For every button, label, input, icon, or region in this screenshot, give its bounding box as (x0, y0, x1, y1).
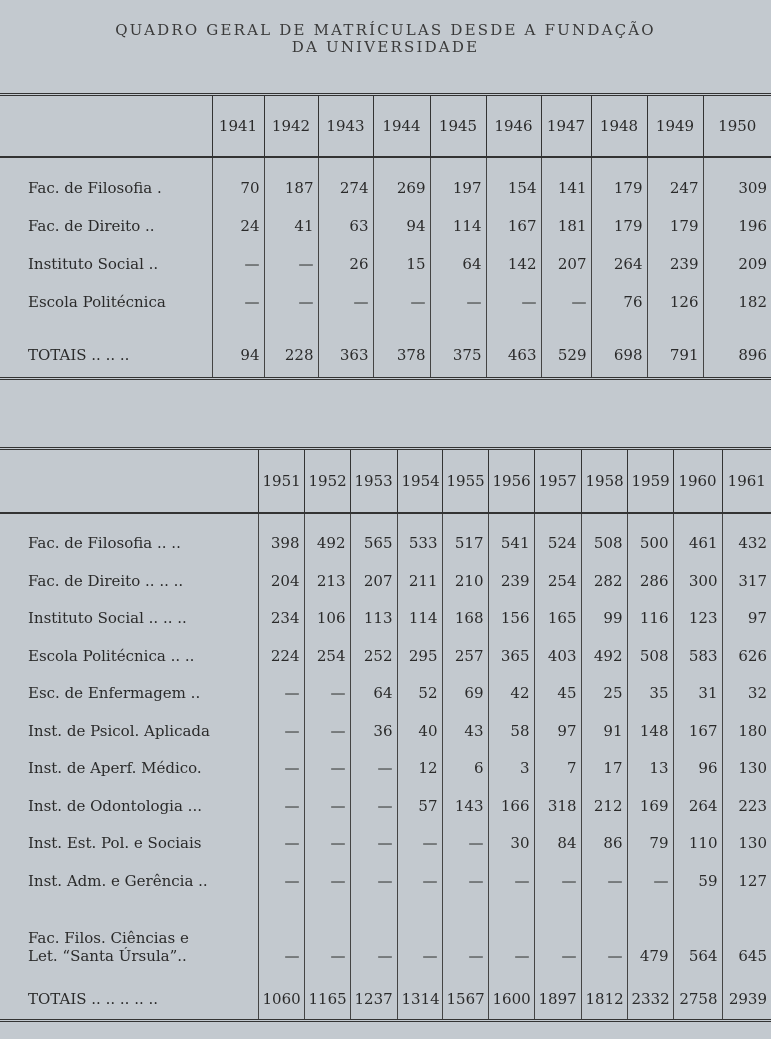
spacer-cell (258, 969, 304, 979)
spacer-cell (304, 969, 350, 979)
cell-value: 207 (541, 245, 591, 283)
cell-value: 254 (304, 637, 350, 675)
cell-value: 148 (627, 712, 673, 750)
table-row (0, 862, 771, 900)
row-label: Inst. de Aperf. Médico. (28, 759, 202, 778)
spacer-cell (430, 321, 486, 333)
spacer-cell (541, 157, 591, 169)
table-row (0, 207, 771, 245)
spacer-cell (581, 969, 627, 979)
row-label (0, 900, 258, 969)
cell-value: 180 (722, 712, 771, 750)
row-label: Escola Politécnica .. .. (28, 646, 195, 665)
cell-value: 13 (627, 750, 673, 788)
header-row (0, 95, 771, 157)
cell-value: 247 (647, 169, 703, 207)
cell-value: — (581, 900, 627, 969)
cell-value: 97 (722, 600, 771, 638)
spacer-cell (703, 157, 771, 169)
row-label: Inst. Est. Pol. e Sociais (28, 834, 202, 853)
total-value: 363 (318, 333, 373, 379)
cell-value: — (264, 245, 318, 283)
cell-value: 76 (591, 283, 647, 321)
spacer-cell (486, 321, 541, 333)
spacer-row (0, 513, 771, 525)
cell-value: 492 (304, 525, 350, 563)
cell-value: — (304, 862, 350, 900)
year-header: 1956 (488, 449, 534, 513)
cell-value: — (264, 283, 318, 321)
cell-value: 114 (430, 207, 486, 245)
cell-value: 31 (673, 675, 722, 713)
cell-value: 12 (397, 750, 442, 788)
spacer-cell (591, 321, 647, 333)
spacer-cell (591, 157, 647, 169)
cell-value: 508 (627, 637, 673, 675)
total-value: 1812 (581, 979, 627, 1021)
cell-value: — (534, 862, 581, 900)
spacer-cell (627, 969, 673, 979)
cell-value: 517 (442, 525, 488, 563)
cell-value: 94 (373, 207, 430, 245)
cell-value: 59 (673, 862, 722, 900)
table-row (0, 600, 771, 638)
spacer-cell (534, 513, 581, 525)
row-label: Fac. de Direito .. .. .. (28, 571, 184, 590)
row-label: Inst. Adm. e Gerência .. (28, 871, 208, 890)
spacer-cell (627, 513, 673, 525)
cell-value: 26 (318, 245, 373, 283)
total-value: 378 (373, 333, 430, 379)
cell-value: 36 (350, 712, 397, 750)
title-line-1: QUADRO GERAL DE MATRÍCULAS DESDE A FUNDAÇÃO (115, 21, 656, 39)
row-label: Fac. de Filosofia . (28, 178, 162, 197)
cell-value: 64 (350, 675, 397, 713)
spacer-cell (673, 969, 722, 979)
cell-value: 130 (722, 825, 771, 863)
table-title (0, 22, 771, 56)
cell-value: — (373, 283, 430, 321)
table-row (0, 712, 771, 750)
cell-value: 432 (722, 525, 771, 563)
table-row (0, 675, 771, 713)
cell-value: 40 (397, 712, 442, 750)
cell-value: 182 (703, 283, 771, 321)
cell-value: — (304, 675, 350, 713)
header-label-cell (0, 449, 258, 513)
cell-value: 403 (534, 637, 581, 675)
cell-value: 166 (488, 787, 534, 825)
cell-value: 142 (486, 245, 541, 283)
table-row (0, 825, 771, 863)
spacer-cell (722, 969, 771, 979)
cell-value: — (304, 825, 350, 863)
cell-value: 317 (722, 562, 771, 600)
table-row (0, 787, 771, 825)
cell-value: 97 (534, 712, 581, 750)
year-header: 1946 (486, 95, 541, 157)
cell-value: 15 (373, 245, 430, 283)
cell-value: 57 (397, 787, 442, 825)
cell-value: 282 (581, 562, 627, 600)
cell-value: 165 (534, 600, 581, 638)
cell-value: — (258, 862, 304, 900)
cell-value: 43 (442, 712, 488, 750)
spacer-cell (430, 157, 486, 169)
cell-value: 70 (212, 169, 264, 207)
spacer-cell (264, 157, 318, 169)
cell-value: 564 (673, 900, 722, 969)
year-header: 1958 (581, 449, 627, 513)
cell-value: — (442, 862, 488, 900)
cell-value: — (534, 900, 581, 969)
cell-value: 42 (488, 675, 534, 713)
year-header: 1944 (373, 95, 430, 157)
cell-value: — (350, 862, 397, 900)
spacer-cell (318, 321, 373, 333)
table-row (0, 245, 771, 283)
cell-value: — (350, 900, 397, 969)
year-header: 1954 (397, 449, 442, 513)
cell-value: 508 (581, 525, 627, 563)
spacer-cell (647, 321, 703, 333)
total-value: 1600 (488, 979, 534, 1021)
cell-value: 224 (258, 637, 304, 675)
cell-value: — (397, 862, 442, 900)
totals-label: TOTAIS .. .. .. .. .. (28, 989, 159, 1008)
cell-value: — (304, 787, 350, 825)
cell-value: 187 (264, 169, 318, 207)
cell-value: 130 (722, 750, 771, 788)
cell-value: 86 (581, 825, 627, 863)
spacer-cell (212, 157, 264, 169)
spacer-row (0, 969, 771, 979)
spacer-row (0, 321, 771, 333)
cell-value: 24 (212, 207, 264, 245)
spacer-cell (534, 969, 581, 979)
cell-value: 110 (673, 825, 722, 863)
cell-value: 461 (673, 525, 722, 563)
cell-value: 63 (318, 207, 373, 245)
spacer-cell (488, 513, 534, 525)
cell-value: 524 (534, 525, 581, 563)
spacer-cell (318, 157, 373, 169)
cell-value: 264 (591, 245, 647, 283)
cell-value: 257 (442, 637, 488, 675)
cell-value: 209 (703, 245, 771, 283)
cell-value: 197 (430, 169, 486, 207)
cell-value: 264 (673, 787, 722, 825)
cell-value: 479 (627, 900, 673, 969)
spacer-cell (350, 513, 397, 525)
year-header: 1950 (703, 95, 771, 157)
cell-value: 69 (442, 675, 488, 713)
cell-value: — (397, 900, 442, 969)
year-header: 1951 (258, 449, 304, 513)
spacer-cell (722, 513, 771, 525)
cell-value: — (304, 750, 350, 788)
cell-value: 492 (581, 637, 627, 675)
cell-value: 239 (647, 245, 703, 283)
cell-value: 154 (486, 169, 541, 207)
year-header: 1961 (722, 449, 771, 513)
spacer-cell (703, 321, 771, 333)
cell-value: 181 (541, 207, 591, 245)
cell-value: 32 (722, 675, 771, 713)
cell-value: 541 (488, 525, 534, 563)
spacer-cell (442, 513, 488, 525)
cell-value: 58 (488, 712, 534, 750)
total-value: 228 (264, 333, 318, 379)
cell-value: 156 (488, 600, 534, 638)
cell-value: — (488, 900, 534, 969)
cell-value: 64 (430, 245, 486, 283)
cell-value: 533 (397, 525, 442, 563)
cell-value: — (350, 825, 397, 863)
year-header: 1945 (430, 95, 486, 157)
cell-value: — (350, 750, 397, 788)
table-row (0, 750, 771, 788)
cell-value: 295 (397, 637, 442, 675)
cell-value: — (442, 825, 488, 863)
cell-value: 114 (397, 600, 442, 638)
row-label: Instituto Social .. (28, 254, 159, 273)
cell-value: 116 (627, 600, 673, 638)
row-label: Fac. de Direito .. (28, 216, 155, 235)
cell-value: — (581, 862, 627, 900)
cell-value: 565 (350, 525, 397, 563)
spacer-cell (258, 513, 304, 525)
cell-value: 179 (647, 207, 703, 245)
total-value: 1897 (534, 979, 581, 1021)
cell-value: — (627, 862, 673, 900)
cell-value: — (258, 675, 304, 713)
total-value: 529 (541, 333, 591, 379)
cell-value: 169 (627, 787, 673, 825)
cell-value: 84 (534, 825, 581, 863)
spacer-cell (442, 969, 488, 979)
cell-value: 6 (442, 750, 488, 788)
cell-value: 645 (722, 900, 771, 969)
total-value: 1567 (442, 979, 488, 1021)
year-header: 1942 (264, 95, 318, 157)
year-header: 1957 (534, 449, 581, 513)
year-header: 1949 (647, 95, 703, 157)
spacer-cell (212, 321, 264, 333)
cell-value: — (486, 283, 541, 321)
cell-value: — (258, 750, 304, 788)
totals-row (0, 979, 771, 1021)
year-header: 1953 (350, 449, 397, 513)
table-row (0, 900, 771, 969)
cell-value: 25 (581, 675, 627, 713)
cell-value: 99 (581, 600, 627, 638)
cell-value: 204 (258, 562, 304, 600)
spacer-cell (373, 157, 430, 169)
year-header: 1943 (318, 95, 373, 157)
spacer-cell (264, 321, 318, 333)
cell-value: 239 (488, 562, 534, 600)
table-row (0, 525, 771, 563)
cell-value: 179 (591, 169, 647, 207)
spacer-cell (488, 969, 534, 979)
total-value: 896 (703, 333, 771, 379)
spacer-cell (0, 513, 258, 525)
header-row (0, 449, 771, 513)
spacer-cell (397, 969, 442, 979)
cell-value: — (304, 900, 350, 969)
cell-value: 196 (703, 207, 771, 245)
totals-label: TOTAIS .. .. .. (28, 345, 130, 364)
spacer-cell (647, 157, 703, 169)
cell-value: 52 (397, 675, 442, 713)
header-label-cell (0, 95, 212, 157)
cell-value: 212 (581, 787, 627, 825)
cell-value: — (304, 712, 350, 750)
cell-value: — (258, 712, 304, 750)
cell-value: 127 (722, 862, 771, 900)
spacer-cell (541, 321, 591, 333)
total-value: 2939 (722, 979, 771, 1021)
cell-value: 309 (703, 169, 771, 207)
row-label: Inst. de Psicol. Aplicada (28, 721, 210, 740)
year-header: 1959 (627, 449, 673, 513)
cell-value: 141 (541, 169, 591, 207)
cell-value: 500 (627, 525, 673, 563)
total-value: 1060 (258, 979, 304, 1021)
spacer-cell (397, 513, 442, 525)
cell-value: 398 (258, 525, 304, 563)
spacer-cell (373, 321, 430, 333)
cell-value: — (541, 283, 591, 321)
cell-value: 210 (442, 562, 488, 600)
cell-value: — (212, 245, 264, 283)
cell-value: — (430, 283, 486, 321)
cell-value: 113 (350, 600, 397, 638)
enrollment-table-1951-1961 (0, 447, 771, 1022)
cell-value: — (350, 787, 397, 825)
cell-value: 126 (647, 283, 703, 321)
cell-value: 35 (627, 675, 673, 713)
cell-value: 167 (486, 207, 541, 245)
cell-value: 91 (581, 712, 627, 750)
year-header: 1955 (442, 449, 488, 513)
cell-value: — (258, 900, 304, 969)
table-row (0, 283, 771, 321)
cell-value: 286 (627, 562, 673, 600)
row-label: Fac. de Filosofia .. .. (28, 534, 181, 553)
spacer-cell (304, 513, 350, 525)
cell-value: 123 (673, 600, 722, 638)
spacer-cell (0, 321, 212, 333)
spacer-cell (486, 157, 541, 169)
cell-value: 254 (534, 562, 581, 600)
cell-value: 79 (627, 825, 673, 863)
year-header: 1948 (591, 95, 647, 157)
spacer-cell (581, 513, 627, 525)
year-header: 1941 (212, 95, 264, 157)
total-value: 2332 (627, 979, 673, 1021)
cell-value: 318 (534, 787, 581, 825)
cell-value: 365 (488, 637, 534, 675)
cell-value: 213 (304, 562, 350, 600)
total-value: 698 (591, 333, 647, 379)
cell-value: 167 (673, 712, 722, 750)
spacer-cell (0, 157, 212, 169)
cell-value: 207 (350, 562, 397, 600)
cell-value: 168 (442, 600, 488, 638)
cell-value: 234 (258, 600, 304, 638)
table-row (0, 562, 771, 600)
cell-value: — (442, 900, 488, 969)
total-value: 94 (212, 333, 264, 379)
cell-value: 45 (534, 675, 581, 713)
row-label: Esc. de Enfermagem .. (28, 684, 201, 703)
cell-value: — (258, 787, 304, 825)
table-row (0, 169, 771, 207)
row-label-line: Fac. Filos. Ciências e (28, 928, 189, 947)
spacer-cell (673, 513, 722, 525)
year-header: 1952 (304, 449, 350, 513)
spacer-cell (350, 969, 397, 979)
cell-value: 211 (397, 562, 442, 600)
total-value: 2758 (673, 979, 722, 1021)
cell-value: 274 (318, 169, 373, 207)
cell-value: 17 (581, 750, 627, 788)
cell-value: 143 (442, 787, 488, 825)
cell-value: 96 (673, 750, 722, 788)
cell-value: — (318, 283, 373, 321)
total-value: 1165 (304, 979, 350, 1021)
totals-row (0, 333, 771, 379)
total-value: 1314 (397, 979, 442, 1021)
spacer-cell (0, 969, 258, 979)
row-label-line: Let. “Santa Úrsula”.. (28, 946, 187, 965)
cell-value: 179 (591, 207, 647, 245)
total-value: 1237 (350, 979, 397, 1021)
row-label: Instituto Social .. .. .. (28, 609, 187, 628)
cell-value: 626 (722, 637, 771, 675)
year-header: 1947 (541, 95, 591, 157)
spacer-row (0, 157, 771, 169)
cell-value: 252 (350, 637, 397, 675)
total-value: 463 (486, 333, 541, 379)
cell-value: 106 (304, 600, 350, 638)
table-row (0, 637, 771, 675)
total-value: 375 (430, 333, 486, 379)
cell-value: — (212, 283, 264, 321)
cell-value: 7 (534, 750, 581, 788)
cell-value: 30 (488, 825, 534, 863)
cell-value: 269 (373, 169, 430, 207)
cell-value: — (258, 825, 304, 863)
title-line-2: DA UNIVERSIDADE (291, 38, 480, 56)
cell-value: 583 (673, 637, 722, 675)
cell-value: — (488, 862, 534, 900)
enrollment-table-1941-1950 (0, 93, 771, 380)
total-value: 791 (647, 333, 703, 379)
cell-value: 3 (488, 750, 534, 788)
row-label: Inst. de Odontologia ... (28, 796, 202, 815)
year-header: 1960 (673, 449, 722, 513)
cell-value: — (397, 825, 442, 863)
row-label: Escola Politécnica (28, 292, 166, 311)
cell-value: 41 (264, 207, 318, 245)
cell-value: 300 (673, 562, 722, 600)
cell-value: 223 (722, 787, 771, 825)
